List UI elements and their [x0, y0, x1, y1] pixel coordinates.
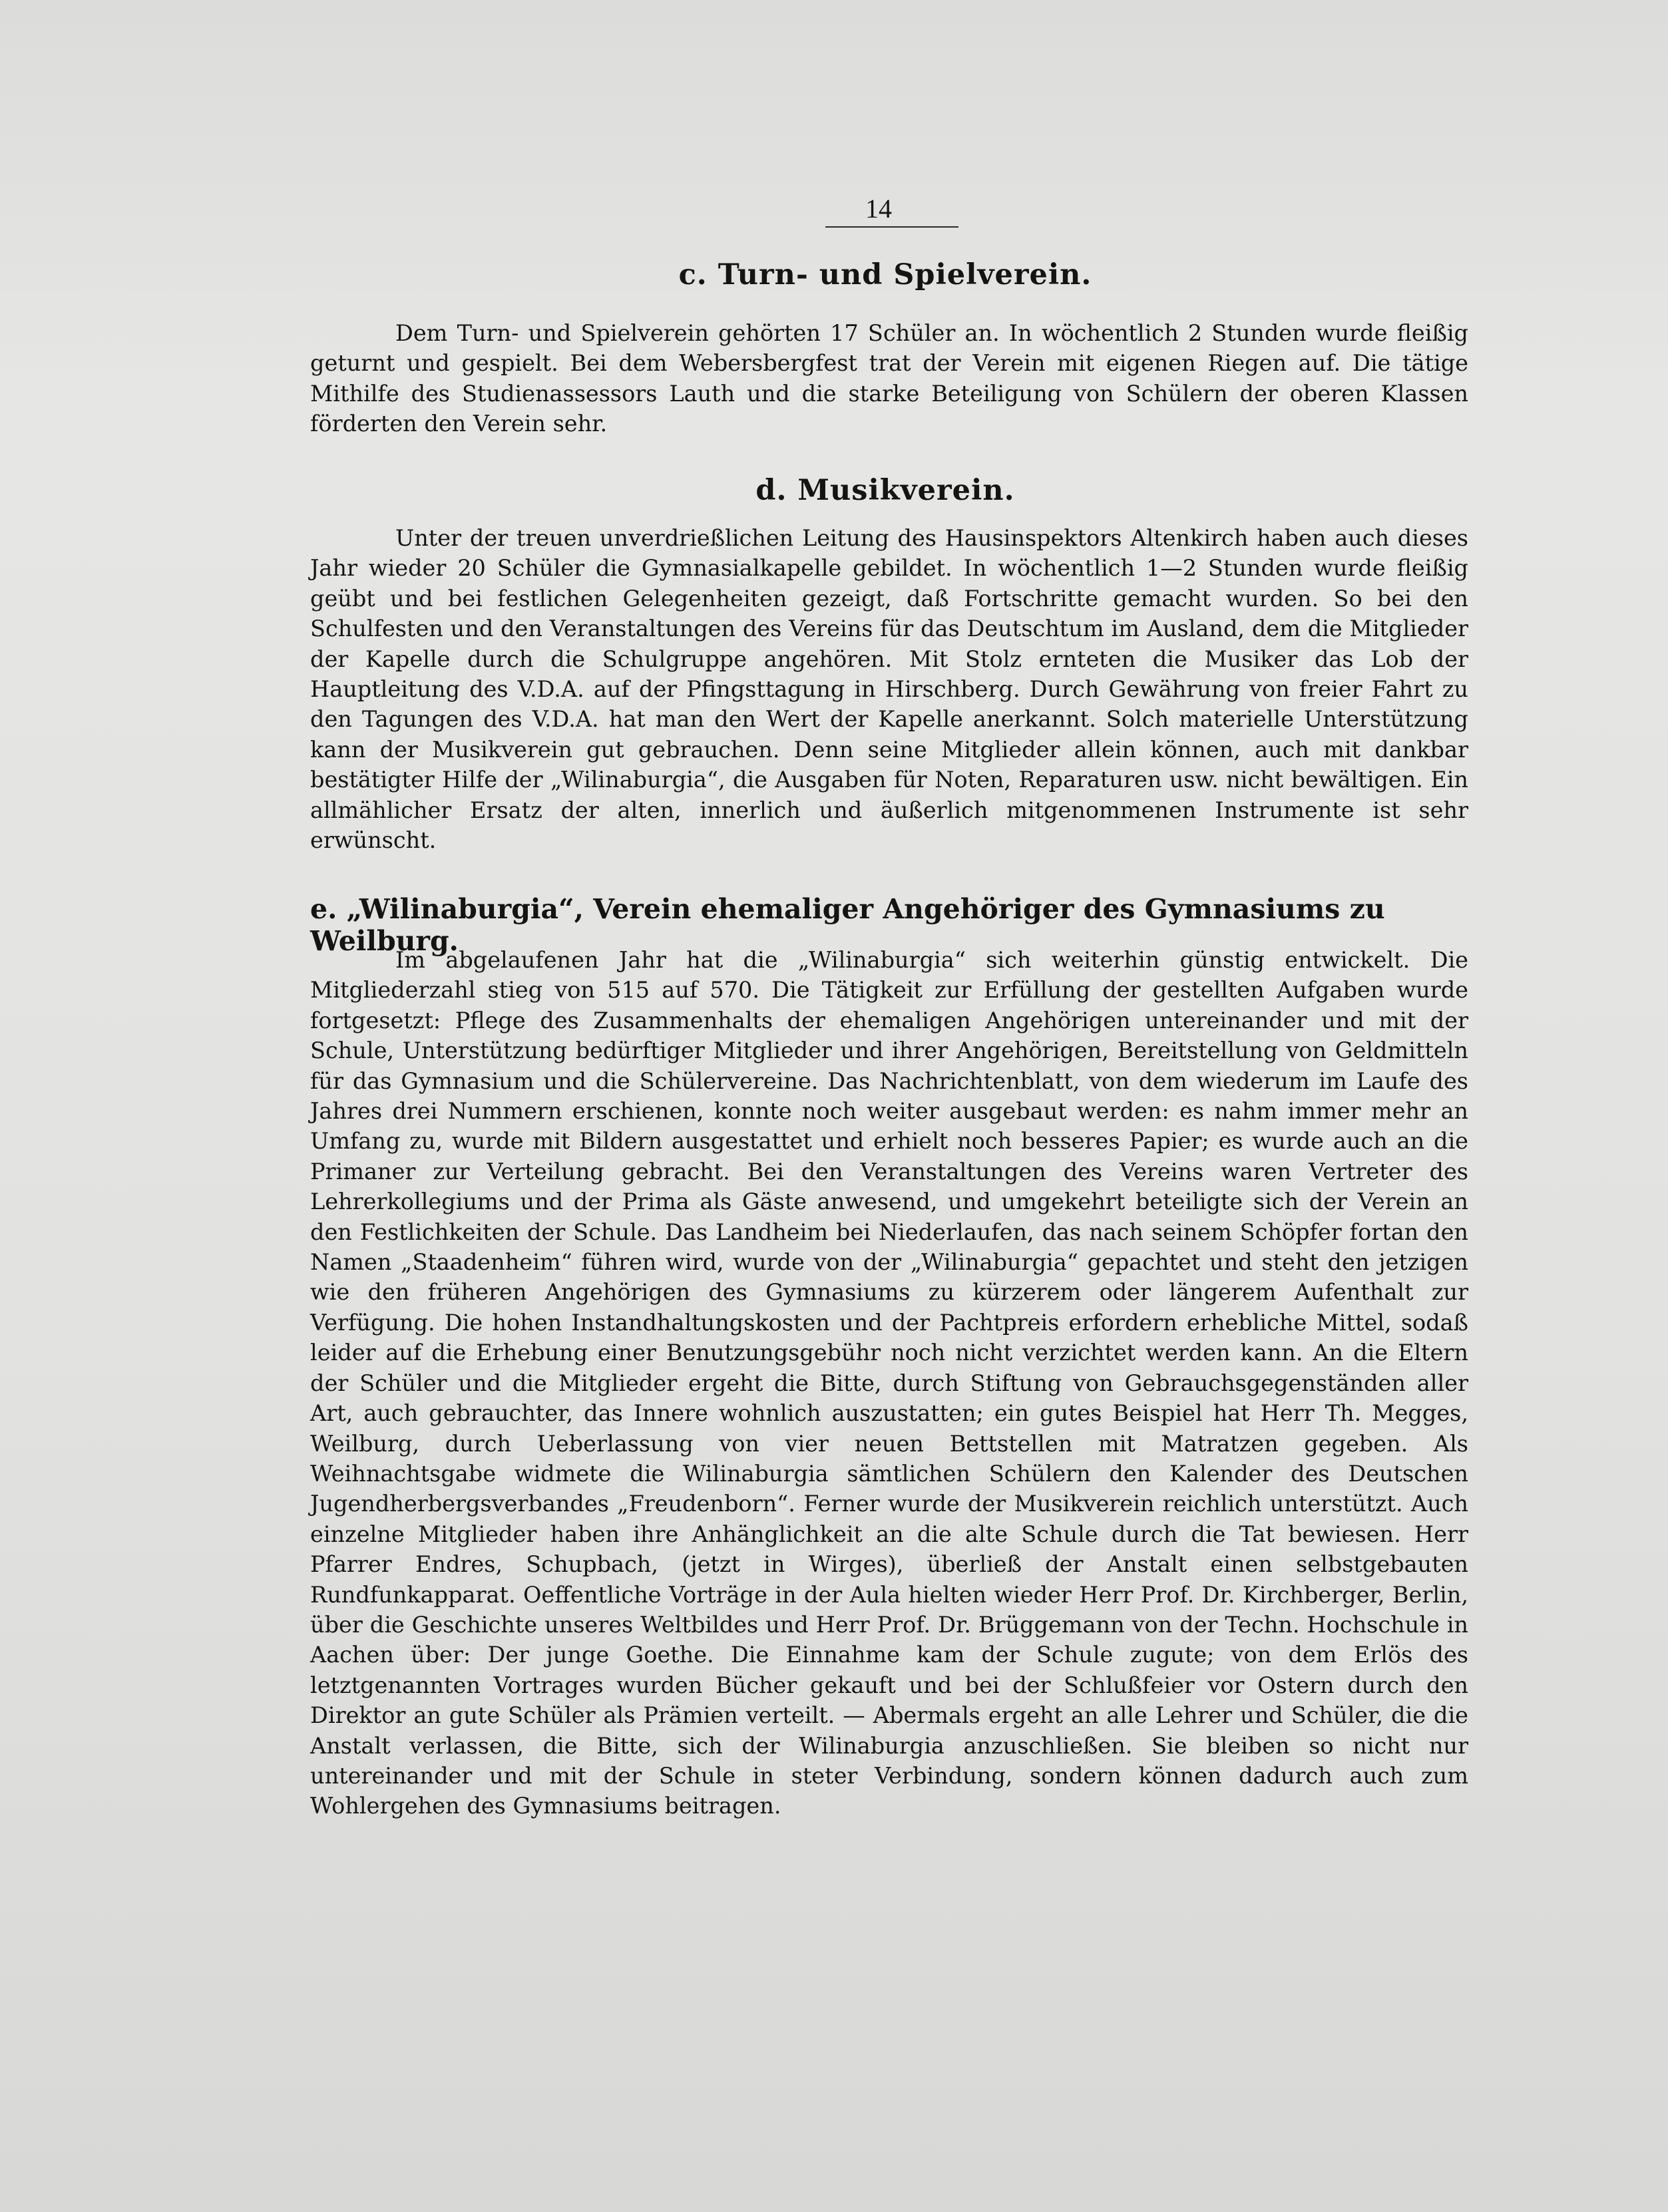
- section-heading-musikverein: d. Musikverein.: [755, 474, 1015, 507]
- page-number: 14: [865, 194, 892, 224]
- section-heading-wilinaburgia: e. „Wilinaburgia“, Verein ehemaliger Angehöriger des Gymnasiums zu Weilburg.: [310, 893, 1385, 957]
- paragraph: Dem Turn- und Spielverein gehörten 17 Schüler an. In wöchentlich 2 Stunden wurde fleißig geturnt und gespielt. Bei dem Webersbergfest trat der Verein mit eigenen Riegen auf. Die tätige Mithilfe des Studienassessors Lauth und die starke Beteiligung von Schülern der oberen Klassen förderten den Verein sehr.: [310, 320, 1468, 437]
- section-body-musikverein: [310, 523, 1468, 855]
- paragraph: Unter der treuen unverdrießlichen Leitung des Hausinspektors Altenkirch haben auch dieses Jahr wieder 20 Schüler die Gymnasialkapelle gebildet. In wöchentlich 1—2 Stunden wurde fleißig geübt und bei festlichen Gelegenheiten gezeigt, daß Fortschritte gemacht wurden. So bei den Schulfesten und den Veranstaltungen des Vereins für das Deutschtum im Ausland, dem die Mitglieder der Kapelle durch die Schulgruppe angehören. Mit Stolz ernteten die Musiker das Lob der Hauptleitung des V.D.A. auf der Pfingsttagung in Hirschberg. Durch Gewährung von freier Fahrt zu den Tagungen des V.D.A. hat man den Wert der Kapelle anerkannt. Solch materielle Unterstützung kann der Musikverein gut gebrauchen. Denn seine Mitglieder allein können, auch mit dankbar bestätigter Hilfe der „Wilinaburgia“, die Ausgaben für Noten, Reparaturen usw. nicht bewältigen. Ein allmählicher Ersatz der alten, innerlich und äußerlich mitgenommenen Instrumente ist sehr erwünscht.: [310, 525, 1468, 854]
- section-body-wilinaburgia: [310, 945, 1468, 1821]
- section-heading-turn-und-spielverein: c. Turn- und Spielverein.: [678, 258, 1092, 291]
- page-number-rule: [825, 226, 958, 228]
- paragraph: Im abgelaufenen Jahr hat die „Wilinaburgia“ sich weiterhin günstig entwickelt. Die Mitgliederzahl stieg von 515 auf 570. Die Tätigkeit zur Erfüllung der gestellten Aufgaben wurde fortgesetzt: Pflege des Zusammenhalts der ehemaligen Angehörigen untereinander und mit der Schule, Unterstützung bedürftiger Mitglieder und ihrer Angehörigen, Bereitstellung von Geldmitteln für das Gymnasium und die Schülervereine. Das Nachrichtenblatt, von dem wiederum im Laufe des Jahres drei Nummern erschienen, konnte noch weiter ausgebaut werden: es nahm immer mehr an Umfang zu, wurde mit Bildern ausgestattet und erhielt noch besseres Papier; es wurde auch an die Primaner zur Verteilung gebracht. Bei den Veranstaltungen des Vereins waren Vertreter des Lehrerkollegiums und der Prima als Gäste anwesend, und umgekehrt beteiligte sich der Verein an den Festlichkeiten der Schule. Das Landheim bei Niederlaufen, das nach seinem Schöpfer fortan den Namen „Staadenheim“ führen wird, wurde von der „Wilinaburgia“ gepachtet und steht den jetzigen wie den früheren Angehörigen des Gymnasiums zu kürzerem oder längerem Aufenthalt zur Verfügung. Die hohen Instandhaltungskosten und der Pachtpreis erfordern erhebliche Mittel, sodaß leider auf die Erhebung einer Benutzungsgebühr noch nicht verzichtet werden kann. An die Eltern der Schüler und die Mitglieder ergeht die Bitte, durch Stiftung von Gebrauchsgegenständen aller Art, auch gebrauchter, das Innere wohnlich auszustatten; ein gutes Beispiel hat Herr Th. Megges, Weilburg, durch Ueberlassung von vier neuen Bettstellen mit Matratzen gegeben. Als Weihnachtsgabe widmete die Wilinaburgia sämtlichen Schülern den Kalender des Deutschen Jugendherbergsverbandes „Freudenborn“. Ferner wurde der Musikverein reichlich unterstützt. Auch einzelne Mitglieder haben ihre Anhänglichkeit an die alte Schule durch die Tat bewiesen. Herr Pfarrer Endres, Schupbach, (jetzt in Wirges), überließ der Anstalt einen selbstgebauten Rundfunkapparat. Oeffentliche Vorträge in der Aula hielten wieder Herr Prof. Dr. Kirchberger, Berlin, über die Geschichte unseres Weltbildes und Herr Prof. Dr. Brüggemann von der Techn. Hochschule in Aachen über: Der junge Goethe. Die Einnahme kam der Schule zugute; von dem Erlös des letztgenannten Vortrages wurden Bücher gekauft und bei der Schlußfeier vor Ostern durch den Direktor an gute Schüler als Prämien verteilt. — Abermals ergeht an alle Lehrer und Schüler, die die Anstalt verlassen, die Bitte, sich der Wilinaburgia anzuschließen. Sie bleiben so nicht nur untereinander und mit der Schule in steter Verbindung, sondern können dadurch auch zum Wohlergehen des Gymnasiums beitragen.: [310, 947, 1468, 1819]
- section-body-turn-und-spielverein: [310, 318, 1468, 439]
